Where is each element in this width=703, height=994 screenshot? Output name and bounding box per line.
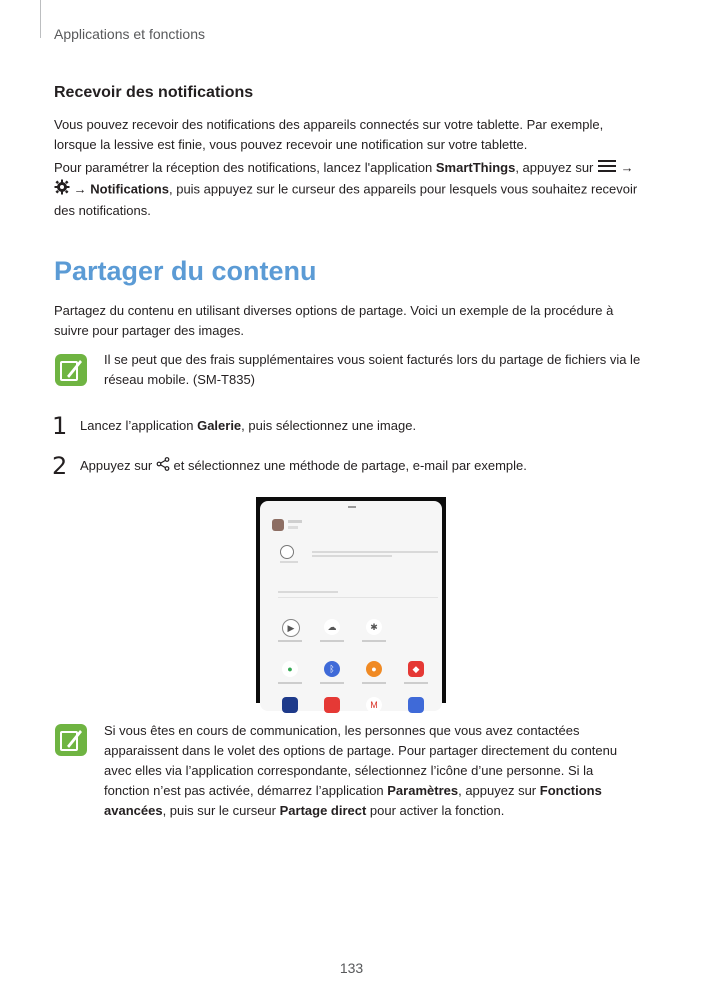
- maps-icon[interactable]: ●: [282, 661, 298, 677]
- step-2-text: Appuyez sur et sélectionnez une méthode de partage, e-mail par exemple.: [80, 456, 527, 477]
- app-label: [278, 640, 302, 642]
- avancees-label: avancées: [104, 803, 163, 818]
- thumbnail-meta: [288, 520, 302, 523]
- section-label: [278, 591, 338, 593]
- share-icon: [156, 457, 170, 477]
- page-number: 133: [339, 960, 364, 976]
- nearby-label: [280, 561, 298, 563]
- app-blue-icon[interactable]: [282, 697, 298, 713]
- menu-icon: [597, 159, 617, 179]
- app-label: [320, 640, 344, 642]
- running-title: Applications et fonctions: [54, 26, 205, 42]
- section-title: Partager du contenu: [54, 256, 317, 286]
- step-1-number: 1: [52, 412, 68, 440]
- gear-icon: [54, 179, 70, 201]
- app-label: [404, 682, 428, 684]
- smartthings-app-name: SmartThings: [435, 160, 516, 175]
- app-label: [320, 682, 344, 684]
- notifications-paragraph-2: Pour paramétrer la réception des notifications, lancez l'application SmartThings, appuyez sur → → Notifications, puis appuyez sur le curseur des appareils pour lesquels vous souhaitez recevoir des notifications.: [54, 160, 638, 218]
- share-panel-screenshot: [256, 497, 446, 710]
- contact-icon[interactable]: ●: [366, 661, 382, 677]
- partage-direct-label: Partage direct: [279, 803, 367, 818]
- flower-icon[interactable]: ✱: [366, 619, 382, 635]
- image-thumbnail: [272, 519, 284, 531]
- app-label: [278, 682, 302, 684]
- parametres-app-name: Paramètres: [387, 783, 459, 798]
- margin-rule: [40, 0, 41, 38]
- nearby-share-icon[interactable]: [280, 545, 294, 559]
- share-intro: Partagez du contenu en utilisant diverses options de partage. Voici un exemple de la procédure à suivre pour partager des images.: [54, 303, 614, 338]
- galerie-app-name: Galerie: [197, 418, 242, 433]
- app-red-icon[interactable]: ◆: [408, 661, 424, 677]
- notifications-paragraph-1: Vous pouvez recevoir des notifications des appareils connectés sur votre tablette. Par exemple, lorsque la lessive est finie, vous pouvez recevoir une notification sur votre tablette.: [54, 117, 604, 152]
- bluetooth-icon[interactable]: ᛒ: [324, 661, 340, 677]
- note-icon: [55, 354, 87, 386]
- step-2-number: 2: [52, 452, 68, 480]
- gmail-icon[interactable]: M: [366, 697, 382, 713]
- note-mobile-charges: Il se peut que des frais supplémentaires vous soient facturés lors du partage de fichiers via le réseau mobile. (SM-T835): [104, 352, 641, 387]
- cloud-icon[interactable]: ☁: [324, 619, 340, 635]
- fonctions-label: Fonctions: [539, 783, 602, 798]
- thumbnail-meta-secondary: [288, 526, 298, 529]
- notifications-menu-name: Notifications: [90, 181, 169, 196]
- app-blue-2-icon[interactable]: [408, 697, 424, 713]
- sheet-divider: [278, 597, 438, 598]
- play-icon[interactable]: ▶: [282, 619, 300, 637]
- nearby-description: [312, 551, 438, 553]
- note-icon: [55, 724, 87, 756]
- app-label: [362, 640, 386, 642]
- notifications-heading: Recevoir des notifications: [54, 84, 254, 101]
- share-sheet: [260, 501, 442, 711]
- app-red-2-icon[interactable]: [324, 697, 340, 713]
- note-direct-share: Si vous êtes en cours de communication, les personnes que vous avez contactées apparaissent dans le volet des options de partage. Pour partager directement du contenu avec elles via l’application correspondante, sélectionnez l’icône d’une personne. Si la fonction n’est pas activée, démarrez l’application Paramètres, appuyez sur Fonctions avancées, puis sur le curseur Partage direct pour activer la fonction.: [104, 723, 618, 818]
- app-label: [362, 682, 386, 684]
- step-1-text: Lancez l’application Galerie, puis sélectionnez une image.: [80, 418, 417, 433]
- sheet-handle: [348, 506, 356, 508]
- nearby-description-2: [312, 555, 392, 557]
